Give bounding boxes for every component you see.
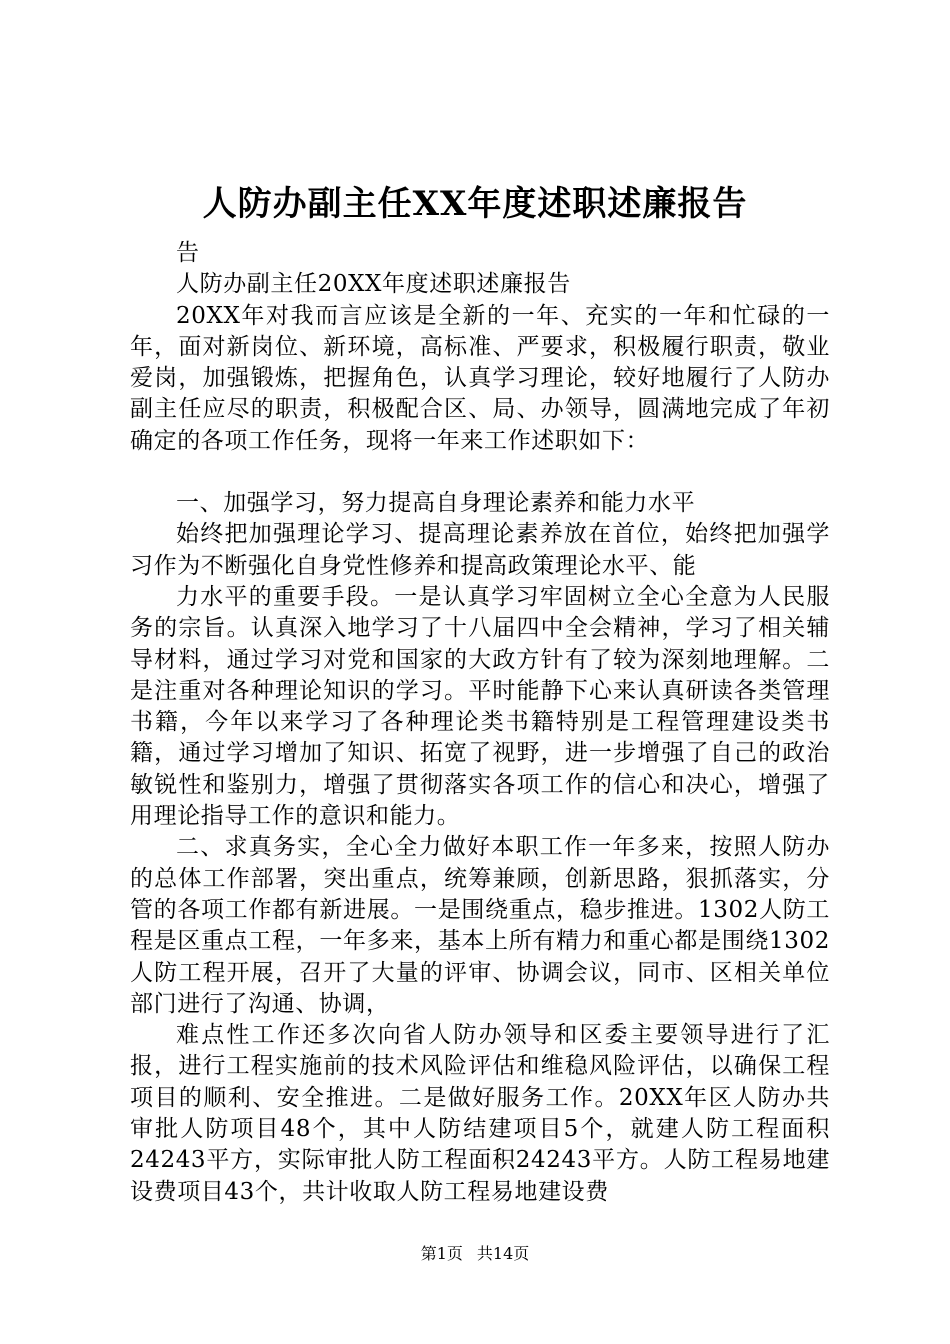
document-body xyxy=(130,238,830,1208)
page-footer xyxy=(0,1244,950,1264)
page-number: 第1页 xyxy=(420,1244,463,1263)
paragraph: 20XX年对我而言应该是全新的一年、充实的一年和忙碌的一年，面对新岗位、新环境，高标准、严要求，积极履行职责，敬业爱岗，加强锻炼，把握角色，认真学习理论，较好地履行了人防办副主任应尽的职责，积极配合区、局、办领导，圆满地完成了年初确定的各项工作任务，现将一年来工作述职如下： xyxy=(130,302,830,454)
page-total: 共14页 xyxy=(476,1244,530,1263)
paragraph: 人防办副主任20XX年度述职述廉报告 xyxy=(176,271,571,298)
document-title: 人防办副主任XX年度述职述廉报告 xyxy=(202,184,748,224)
section-heading: 一、加强学习，努力提高自身理论素养和能力水平 xyxy=(176,490,696,517)
paragraph: 二、求真务实，全心全力做好本职工作一年多来，按照人防办的总体工作部署，突出重点，统筹兼顾，创新思路，狠抓落实，分管的各项工作都有新进展。一是围绕重点，稳步推进。1302人防工程是区重点工程，一年多来，基本上所有精力和重心都是围绕1302人防工程开展，召开了大量的评审、协调会议，同市、区相关单位部门进行了沟通、协调， xyxy=(130,834,830,1017)
paragraph: 力水平的重要手段。一是认真学习牢固树立全心全意为人民服务的宗旨。认真深入地学习了十八届四中全会精神，学习了相关辅导材料，通过学习对党和国家的大政方针有了较为深刻地理解。二是注重对各种理论知识的学习。平时能静下心来认真研读各类管理书籍，今年以来学习了各种理论类书籍特别是工程管理建设类书籍，通过学习增加了知识、拓宽了视野，进一步增强了自己的政治敏锐性和鉴别力，增强了贯彻落实各项工作的信心和决心，增强了用理论指导工作的意识和能力。 xyxy=(130,583,830,830)
paragraph: 告 xyxy=(176,240,200,266)
paragraph: 难点性工作还多次向省人防办领导和区委主要领导进行了汇报，进行工程实施前的技术风险评估和维稳风险评估，以确保工程项目的顺利、安全推进。二是做好服务工作。20XX年区人防办共审批人防项目48个，其中人防结建项目5个，就建人防工程面积24243平方，实际审批人防工程面积24243平方。人防工程易地建设费项目43个，共计收取人防工程易地建设费 xyxy=(130,1022,830,1205)
paragraph: 始终把加强理论学习、提高理论素养放在首位，始终把加强学习作为不断强化自身党性修养和提高政策理论水平、能 xyxy=(130,521,830,579)
